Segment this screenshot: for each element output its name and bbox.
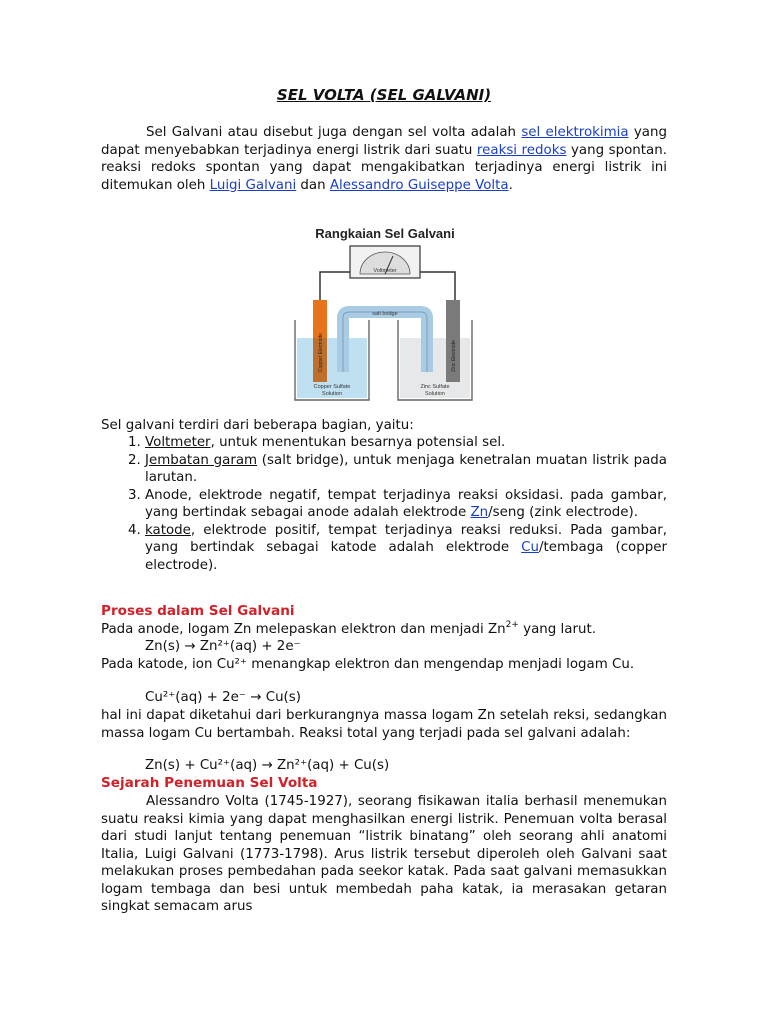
proses-katode-text: Pada katode, ion Cu²⁺ menangkap elektron dan mengendap menjadi logam Cu. — [101, 657, 635, 672]
zinc-solution-label-2: Solution — [425, 391, 445, 397]
parts-intro: Sel galvani terdiri dari beberapa bagian, yaitu: — [101, 418, 414, 433]
copper-solution-label-2: Solution — [322, 391, 342, 397]
list-item — [145, 522, 667, 575]
copper-solution-label-1: Copper Sulfate — [313, 384, 351, 390]
term-voltmeter: Voltmeter — [145, 435, 211, 450]
galvanic-cell-figure — [285, 222, 485, 404]
link-alessandro-volta[interactable]: Alessandro Guiseppe Volta — [329, 177, 509, 193]
zinc-electrode-label: Zinc Electrode — [451, 340, 457, 372]
link-reaksi-redoks[interactable]: reaksi redoks — [476, 142, 567, 158]
list-item-text: , elektrode positif, tempat terjadinya reaksi reduksi. Pada gambar, yang bertindak sebagai katode adalah elektrode — [145, 522, 667, 555]
voltmeter-label: Voltmeter — [373, 268, 397, 274]
intro-paragraph — [101, 124, 667, 194]
section-heading-proses: Proses dalam Sel Galvani — [101, 603, 295, 619]
list-item — [145, 452, 667, 487]
list-item-text: (salt bridge), untuk menjaga kenetralan muatan listrik pada larutan. — [145, 452, 667, 485]
equation-anode: Zn(s) → Zn²⁺(aq) + 2e⁻ — [145, 639, 301, 654]
link-zn[interactable]: Zn — [470, 505, 489, 520]
list-item-text: , untuk menentukan besarnya potensial sel. — [210, 435, 506, 450]
list-item-text: /tembaga (copper electrode). — [145, 540, 667, 573]
wire-left — [320, 272, 350, 302]
link-luigi-galvani[interactable]: Luigi Galvani — [209, 177, 297, 193]
intro-text-2: yang dapat menyebabkan terjadinya energi listrik dari suatu — [101, 125, 667, 158]
parts-list — [101, 434, 667, 574]
zinc-solution-label-1: Zinc Sulfate — [420, 384, 450, 390]
galvanic-cell-diagram — [285, 222, 485, 404]
proses-anode-text-a: Pada anode, logam Zn melepaskan elektron dan menjadi Zn — [101, 622, 506, 637]
list-item — [145, 487, 667, 522]
page-title: SEL VOLTA (SEL GALVANI) — [276, 86, 492, 104]
equation-total: Zn(s) + Cu²⁺(aq) → Zn²⁺(aq) + Cu(s) — [145, 758, 390, 773]
list-item-text: /seng (zink electrode). — [488, 505, 639, 520]
link-sel-elektrokimia[interactable]: sel elektrokimia — [521, 125, 629, 140]
term-jembatan-garam: Jembatan garam — [145, 452, 258, 468]
copper-electrode-label: Copper Electrode — [318, 333, 324, 372]
intro-text-3: yang spontan. reaksi redoks spontan yang dapat mengakibatkan terjadinya energi listrik ini ditemukan oleh — [101, 142, 667, 193]
wire-right — [420, 272, 455, 302]
zn-charge-superscript: 2+ — [505, 620, 519, 630]
sejarah-paragraph: Alessandro Volta (1745-1927), seorang fisikawan italia berhasil menemukan suatu reaksi kimia yang dapat menghasilkan energi listrik. Penemuan volta berasal dari studi lanjut tentang penemuan “listrik binatang” oleh seorang ahli anatomi Italia, Luigi Galvani (1773-1798). Arus listrik tersebut diperoleh oleh Galvani saat melakukan proses pembedahan pada seekor katak. Pada saat galvani memasukkan logam tembaga dan besi untuk membedah paha katak, ia merasakan getaran singkat semacam arus — [101, 794, 667, 914]
proses-summary-text: hal ini dapat diketahui dari berkurangnya massa logam Zn setelah reksi, sedangkan massa logam Cu bertambah. Reaksi total yang terjadi pada sel galvani adalah: — [101, 708, 667, 741]
intro-text-1: Sel Galvani atau disebut juga dengan sel volta adalah — [146, 125, 522, 140]
equation-katode: Cu²⁺(aq) + 2e⁻ → Cu(s) — [145, 690, 301, 705]
link-cu[interactable]: Cu — [521, 540, 540, 555]
term-katode: katode — [145, 522, 191, 538]
salt-bridge-label: salt bridge — [372, 311, 398, 317]
proses-anode-text — [101, 621, 667, 639]
section-heading-sejarah: Sejarah Penemuan Sel Volta — [101, 775, 318, 791]
figure-title: Rangkaian Sel Galvani — [315, 226, 455, 241]
list-item — [145, 434, 667, 452]
intro-text-5: . — [508, 177, 513, 193]
proses-anode-text-b: yang larut. — [518, 622, 596, 637]
list-item-text: Anode, elektrode negatif, tempat terjadinya reaksi oksidasi. pada gambar, yang bertindak sebagai anode adalah elektrode — [145, 487, 667, 520]
intro-text-4: dan — [296, 177, 330, 193]
